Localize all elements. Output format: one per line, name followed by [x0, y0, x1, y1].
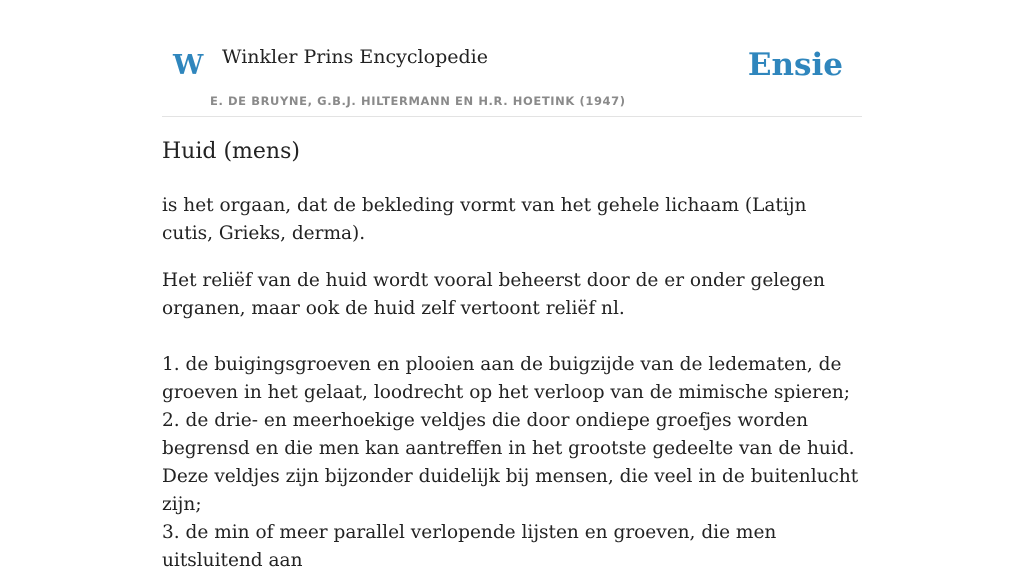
list-item-text: 3. de min of meer parallel verlopende lijsten en groeven, die men uitsluitend aan [162, 522, 777, 571]
publication-title[interactable]: Winkler Prins Encyclopedie [222, 46, 488, 68]
paragraph-definition: is het orgaan, dat de bekleding vormt van het gehele lichaam (Latijn cutis, Grieks, derma). [162, 195, 807, 244]
list-item-text: 1. de buigingsgroeven en plooien aan de buigzijde van de ledematen, de groeven in het gelaat, loodrecht op het verloop van de mimische spieren; 2. de drie- en meerhoekige veldjes die door ondiepe groefjes worden begrensd en die men kan aantreffen in het grootste gedeelte van de huid. Deze veldjes zijn bijzonder duidelijk bij mensen, die veel in de buitenlucht zijn; [162, 354, 859, 515]
header [162, 0, 862, 117]
page [162, 0, 862, 571]
paragraph-list [162, 351, 862, 575]
publication-authors: E. DE BRUYNE, G.B.J. HILTERMANN EN H.R. HOETINK (1947) [210, 94, 626, 108]
ensie-logo[interactable]: Ensie [747, 47, 843, 83]
publication-logo-icon[interactable]: W [173, 50, 204, 81]
entry-title: Huid (mens) [162, 139, 300, 164]
paragraph-relief: Het reliëf van de huid wordt vooral beheerst door de er onder gelegen organen, maar ook de huid zelf vertoont reliëf nl. [162, 270, 825, 319]
